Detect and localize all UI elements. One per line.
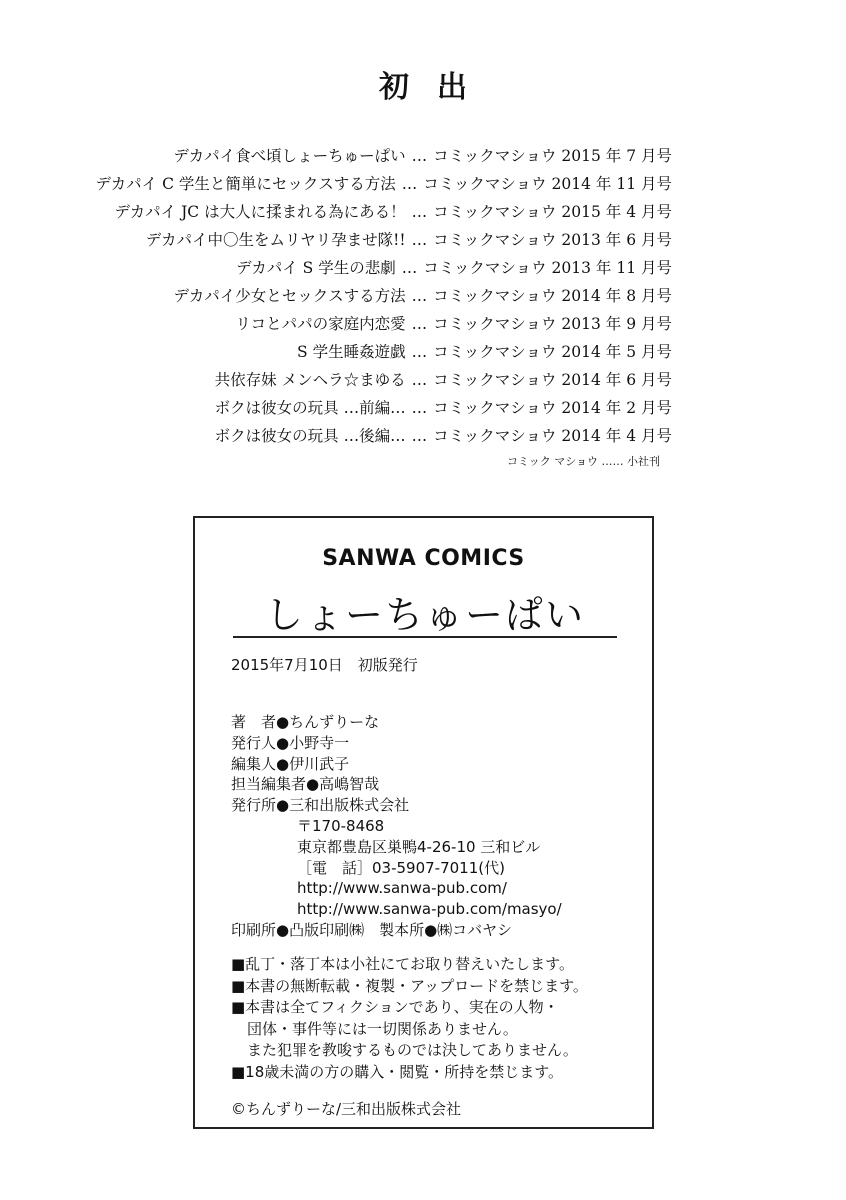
toc-leader-dots: …: [411, 315, 428, 333]
copyright: ©ちんずりーな/三和出版株式会社: [231, 1100, 462, 1118]
toc-row: [60, 338, 672, 366]
toc-row: [60, 254, 672, 282]
toc-leader-dots: …: [411, 231, 428, 249]
notice-fiction: ■本書は全てフィクションであり、実在の人物・: [231, 998, 559, 1016]
address: 東京都豊島区巣鴨4-26-10 三和ビル: [297, 837, 541, 856]
website-link[interactable]: http://www.sanwa-pub.com/: [297, 879, 507, 898]
title-rule: [233, 636, 617, 638]
toc-leader-dots: …: [411, 147, 428, 165]
toc-row: [60, 142, 672, 170]
toc-row: [60, 366, 672, 394]
series-name: SANWA COMICS: [322, 546, 525, 571]
toc-row: [60, 226, 672, 254]
toc-magazine-issue: コミックマショウ 2014 年 2 月号: [433, 399, 672, 417]
website-link-masyo[interactable]: http://www.sanwa-pub.com/masyo/: [297, 900, 562, 919]
toc-magazine-issue: コミックマショウ 2014 年 6 月号: [433, 371, 672, 389]
notices: [231, 954, 641, 1083]
notice-fiction-cont-1: 団体・事件等には一切関係ありません。: [247, 1019, 518, 1038]
toc-magazine-issue: コミックマショウ 2015 年 4 月号: [433, 203, 672, 221]
toc-row: [60, 394, 672, 422]
notice-fiction-cont-2: また犯罪を教唆するものでは決してありません。: [247, 1041, 578, 1059]
toc-magazine-issue: コミックマショウ 2014 年 8 月号: [433, 287, 672, 305]
toc-magazine-issue: コミックマショウ 2014 年 4 月号: [433, 427, 672, 445]
colophon-box: [193, 516, 654, 1129]
toc-magazine-issue: コミックマショウ 2015 年 7 月号: [433, 147, 672, 165]
toc-leader-dots: …: [411, 427, 428, 445]
toc-magazine-issue: コミックマショウ 2014 年 11 月号: [423, 175, 672, 193]
notice-misprint: ■乱丁・落丁本は小社にてお取り替えいたします。: [231, 955, 574, 973]
staff-credits: [231, 712, 641, 941]
toc-leader-dots: …: [411, 371, 428, 389]
toc-leader-dots: …: [401, 259, 418, 277]
toc-magazine-issue: コミックマショウ 2014 年 5 月号: [433, 343, 672, 361]
postal-code: 〒170-8468: [297, 816, 385, 835]
toc-title: 共依存妹 メンヘラ☆まゆる: [214, 371, 406, 389]
toc-title: デカパイ食べ頃しょーちゅーぱい: [173, 147, 406, 165]
toc-title: デカパイ中〇生をムリヤリ孕ませ隊!!: [145, 231, 406, 249]
toc-leader-dots: …: [411, 203, 428, 221]
toc-title: ボクは彼女の玩具 …後編…: [214, 427, 406, 445]
publication-date: 2015年7月10日 初版発行: [231, 656, 418, 674]
notice-copyright: ■本書の無断転載・複製・アップロードを禁じます。: [231, 976, 588, 995]
toc-note: コミック マショウ …… 小社刊: [506, 455, 660, 468]
phone: ［電 話］03-5907-7011(代): [297, 858, 505, 877]
toc-row: [60, 422, 672, 450]
first-appearance-list: [60, 142, 672, 450]
toc-leader-dots: …: [411, 343, 428, 361]
toc-row: [60, 170, 672, 198]
printer-binder: 印刷所●凸版印刷㈱ 製本所●㈱コバヤシ: [231, 920, 513, 939]
toc-title: S 学生睡姦遊戯: [297, 343, 406, 361]
toc-leader-dots: …: [411, 399, 428, 417]
toc-magazine-issue: コミックマショウ 2013 年 11 月号: [423, 259, 672, 277]
toc-title: デカパイ C 学生と簡単にセックスする方法: [95, 175, 396, 193]
toc-row: [60, 310, 672, 338]
credit-editor: 担当編集者●高嶋智哉: [231, 775, 380, 794]
credit-editor-in-chief: 編集人●伊川武子: [231, 754, 350, 773]
toc-row: [60, 198, 672, 226]
toc-title: リコとパパの家庭内恋愛: [235, 315, 406, 333]
toc-leader-dots: …: [401, 175, 418, 193]
toc-title: デカパイ JC は大人に揉まれる為にある！: [114, 203, 406, 221]
toc-title: デカパイ S 学生の悲劇: [236, 259, 396, 277]
credit-publisher-person: 発行人●小野寺一: [231, 733, 350, 752]
toc-title: デカパイ少女とセックスする方法: [173, 287, 406, 305]
notice-age-restriction: ■18歳未満の方の購入・閲覧・所持を禁じます。: [231, 1062, 564, 1081]
credit-publisher: 発行所●三和出版株式会社: [231, 796, 410, 815]
toc-row: [60, 282, 672, 310]
toc-leader-dots: …: [411, 287, 428, 305]
book-title: しょーちゅーぱい: [264, 593, 585, 637]
toc-magazine-issue: コミックマショウ 2013 年 6 月号: [433, 231, 672, 249]
toc-title: ボクは彼女の玩具 …前編…: [214, 399, 406, 417]
page-heading: 初出: [379, 70, 495, 105]
toc-magazine-issue: コミックマショウ 2013 年 9 月号: [433, 315, 672, 333]
credit-author: 著 者●ちんずりーな: [231, 713, 380, 731]
